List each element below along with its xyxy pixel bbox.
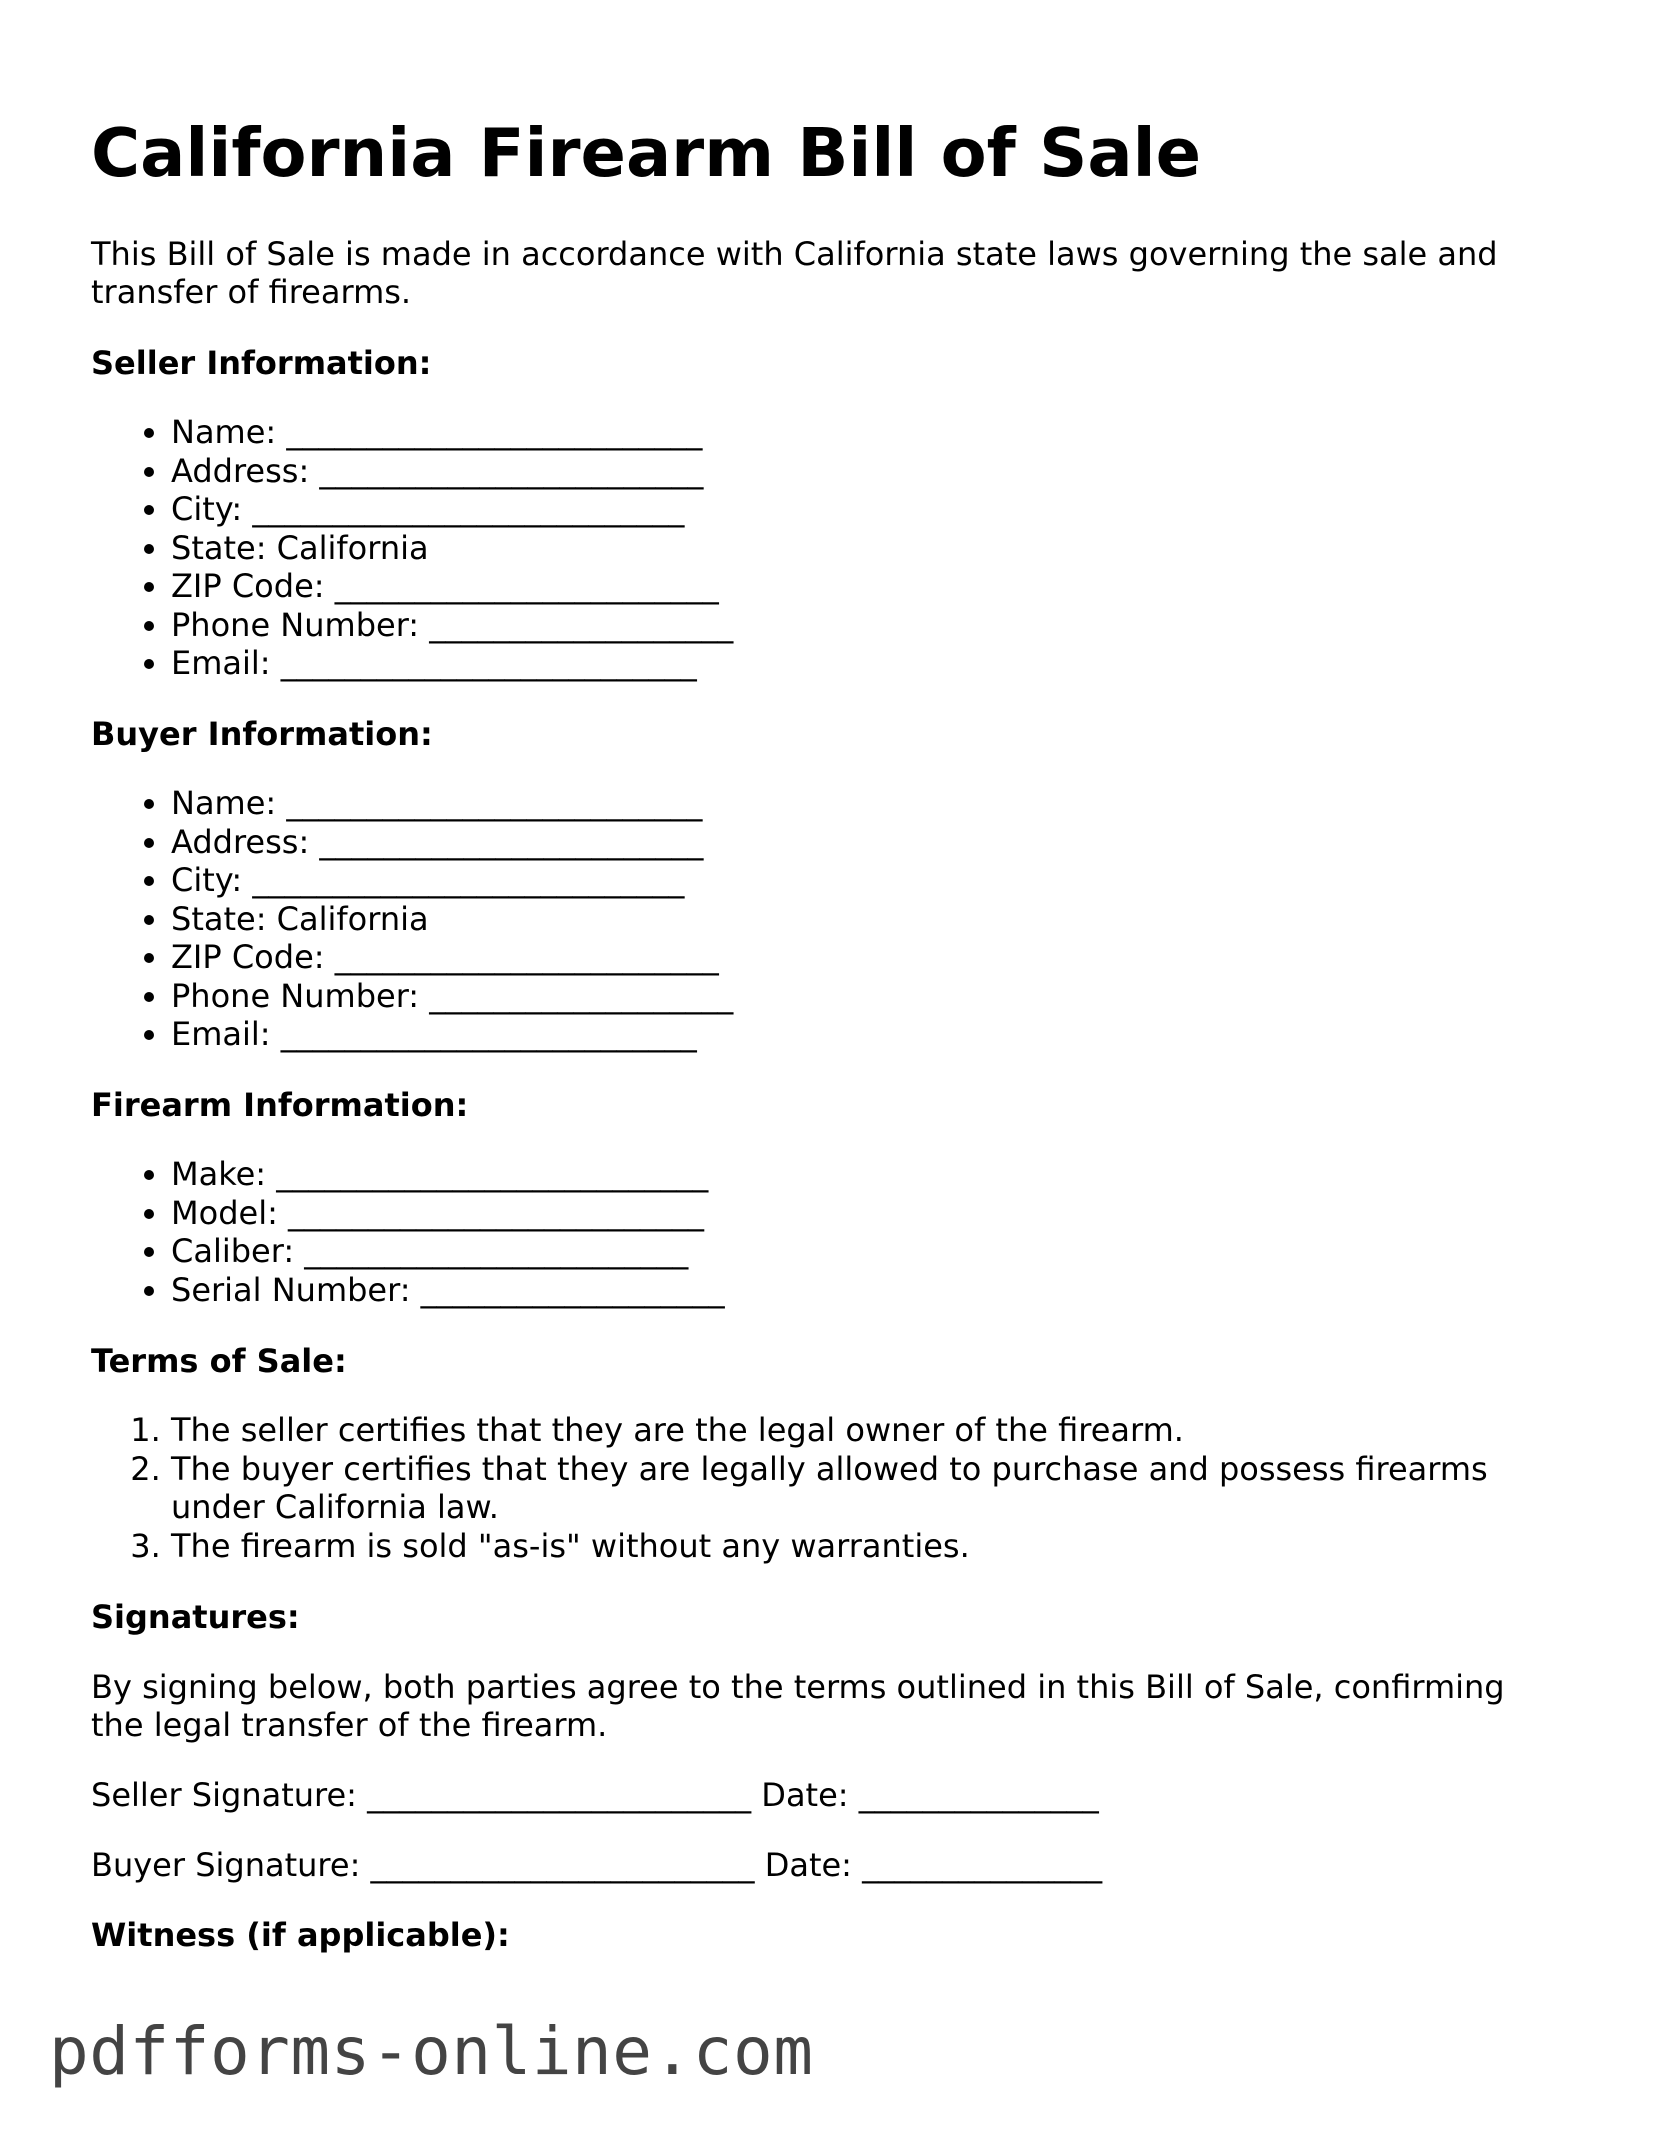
buyer-heading: Buyer Information:	[91, 715, 433, 753]
firearm-heading: Firearm Information:	[91, 1086, 469, 1124]
firearm-fields-list	[91, 1155, 1571, 1309]
terms-heading: Terms of Sale:	[91, 1342, 347, 1380]
buyer-address-field: • Address: ________________________	[171, 823, 1571, 862]
buyer-state-field: • State: California	[171, 900, 1571, 939]
firearm-serial-field: • Serial Number: ___________________	[171, 1271, 1571, 1310]
terms-item: 1. The seller certifies that they are the legal owner of the firearm.	[171, 1411, 1571, 1450]
terms-item: 3. The firearm is sold "as-is" without any warranties.	[171, 1527, 1571, 1566]
watermark-text: pdfforms-online.com	[49, 2013, 814, 2090]
firearm-model-field: • Model: __________________________	[171, 1194, 1571, 1233]
signatures-heading: Signatures:	[91, 1598, 300, 1636]
buyer-zip-field: • ZIP Code: ________________________	[171, 938, 1571, 977]
seller-phone-field: • Phone Number: ___________________	[171, 606, 1571, 645]
seller-email-field: • Email: __________________________	[171, 644, 1571, 683]
seller-fields-list	[91, 413, 1571, 683]
document-title: California Firearm Bill of Sale	[91, 114, 1202, 192]
buyer-phone-field: • Phone Number: ___________________	[171, 977, 1571, 1016]
firearm-make-field: • Make: ___________________________	[171, 1155, 1571, 1194]
buyer-city-field: • City: ___________________________	[171, 861, 1571, 900]
buyer-fields-list	[91, 784, 1571, 1054]
signatures-paragraph: By signing below, both parties agree to the terms outlined in this Bill of Sale, confirming the legal transfer of the firearm.	[91, 1668, 1505, 1744]
seller-name-field: • Name: __________________________	[171, 413, 1571, 452]
buyer-email-field: • Email: __________________________	[171, 1015, 1571, 1054]
seller-address-field: • Address: ________________________	[171, 452, 1571, 491]
seller-heading: Seller Information:	[91, 344, 432, 382]
terms-list	[91, 1411, 1571, 1565]
terms-item: 2. The buyer certifies that they are legally allowed to purchase and possess firearms under California law.	[171, 1450, 1571, 1527]
witness-heading: Witness (if applicable):	[91, 1916, 510, 1954]
buyer-signature-line: Buyer Signature: ________________________ Date: _______________	[91, 1846, 1103, 1884]
seller-signature-line: Seller Signature: ________________________ Date: _______________	[91, 1776, 1099, 1814]
seller-state-field: • State: California	[171, 529, 1571, 568]
seller-city-field: • City: ___________________________	[171, 490, 1571, 529]
intro-paragraph: This Bill of Sale is made in accordance with California state laws governing the sale and transfer of firearms.	[91, 235, 1498, 311]
seller-zip-field: • ZIP Code: ________________________	[171, 567, 1571, 606]
buyer-name-field: • Name: __________________________	[171, 784, 1571, 823]
firearm-caliber-field: • Caliber: ________________________	[171, 1232, 1571, 1271]
